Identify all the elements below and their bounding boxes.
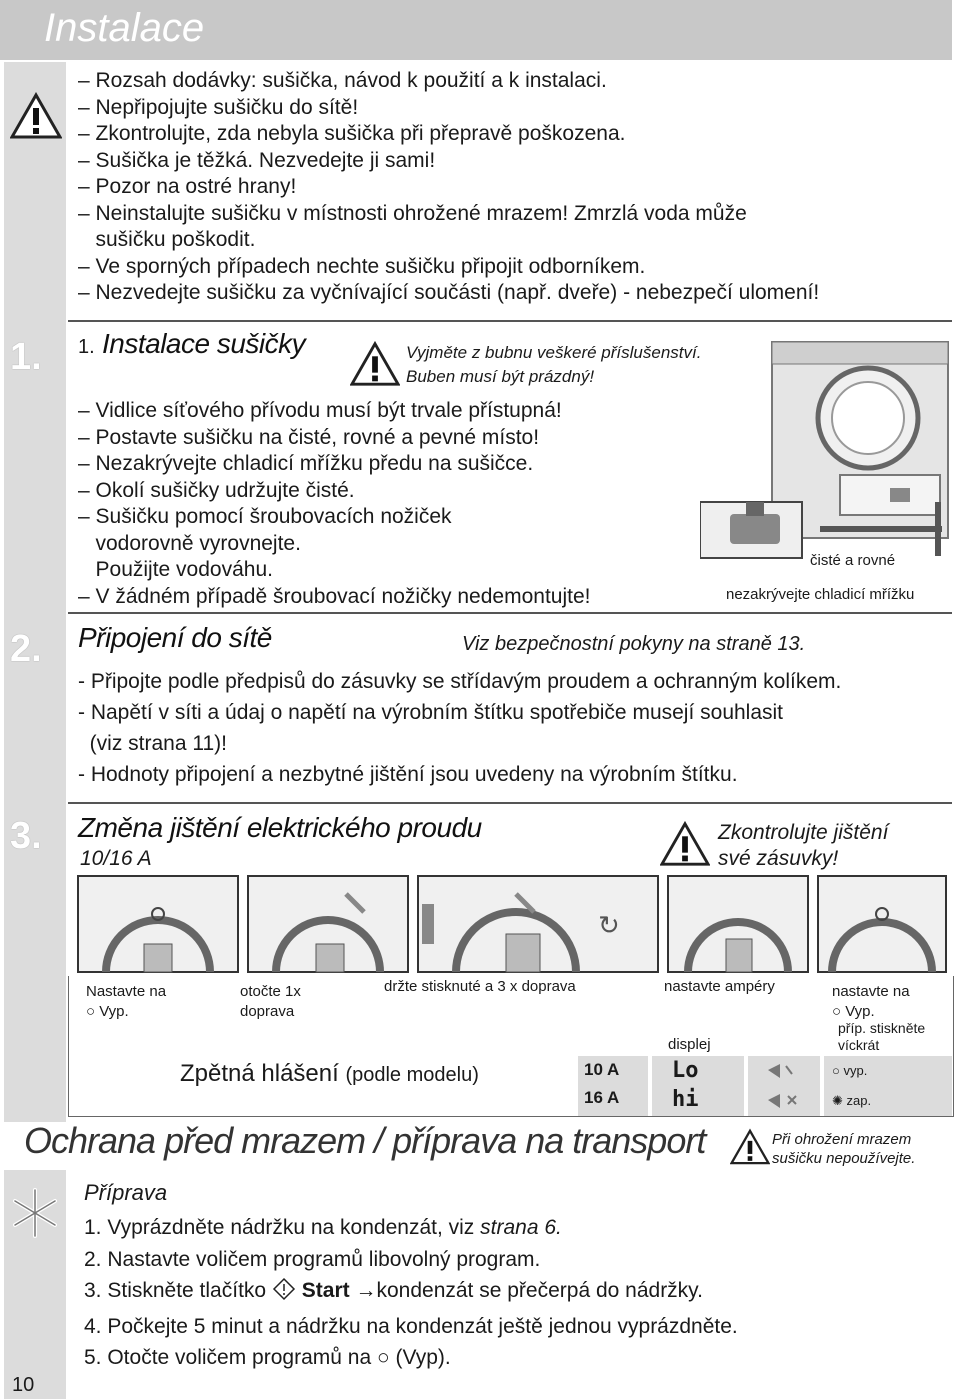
section-note: Viz bezpečnostní pokyny na straně 13. xyxy=(462,633,806,655)
snowflake-icon xyxy=(8,1186,62,1245)
step-caption: příp. stiskněte víckrát xyxy=(838,1020,926,1053)
list-text: kondenzát se přečerpá do nádržky. xyxy=(376,1279,703,1302)
list-item: (viz strana 11)! xyxy=(78,732,227,755)
warning-icon xyxy=(10,92,62,140)
intro-line: – Rozsah dodávky: sušička, návod k použití a k instalaci. xyxy=(78,69,607,92)
list-item: - Napětí v síti a údaj o napětí na výrobním štítku spotřebiče musejí souhlasit xyxy=(78,701,784,724)
section-prefix: 1. xyxy=(78,336,95,358)
section-divider xyxy=(68,320,952,322)
intro-line: – Nezvedejte sušičku za vyčnívající součásti (např. dveře) - nebezpečí ulomení! xyxy=(78,281,820,304)
intro-line: – Pozor na ostré hrany! xyxy=(78,175,297,198)
section-warning xyxy=(718,820,888,872)
status-text: vyp. xyxy=(843,1063,868,1078)
intro-list xyxy=(78,68,819,307)
section-divider xyxy=(68,612,952,614)
feedback-heading xyxy=(180,1060,479,1088)
status-row xyxy=(824,1086,952,1116)
frost-title: Ochrana před mrazem / příprava na transport xyxy=(24,1120,706,1161)
list-item: - Připojte podle předpisů do zásuvky se střídavým proudem a ochranným kolíkem. xyxy=(78,670,842,693)
section-title: Změna jištění elektrického proudu xyxy=(78,812,482,843)
list-text: (Vyp). xyxy=(395,1346,451,1369)
svg-text:↻: ↻ xyxy=(598,911,620,941)
list-text: 1. Vyprázdněte nádržku na kondenzát, viz xyxy=(84,1216,481,1239)
led-column xyxy=(748,1056,820,1116)
page-number: 10 xyxy=(12,1374,35,1396)
section2-list xyxy=(78,666,841,790)
prep-list xyxy=(84,1212,738,1374)
warning-icon xyxy=(730,1128,770,1166)
section-number: 2. xyxy=(10,628,42,670)
list-item xyxy=(84,1275,738,1311)
display-code: Lo xyxy=(672,1058,699,1083)
frost-warning xyxy=(772,1130,915,1168)
list-item: vodorovně vyrovnejte. xyxy=(78,531,301,555)
feedback-title: Zpětná hlášení xyxy=(180,1060,339,1087)
intro-line: – Sušička je těžká. Nezvedejte ji sami! xyxy=(78,148,436,172)
list-item: 4. Počkejte 5 minut a nádržku na kondenzát ještě jednou vyprázdněte. xyxy=(84,1314,738,1338)
list-text: Start xyxy=(301,1279,350,1302)
display-column xyxy=(652,1056,744,1116)
step-caption xyxy=(832,982,910,1022)
section-number: 1. xyxy=(10,336,42,378)
list-item: Použijte vodováhu. xyxy=(78,558,273,581)
feedback-subtitle: (podle modelu) xyxy=(345,1064,479,1086)
section-divider xyxy=(68,802,952,804)
prep-title: Příprava xyxy=(84,1180,168,1205)
status-text: zap. xyxy=(846,1093,872,1108)
off-symbol-icon: ○ xyxy=(376,1346,390,1369)
off-symbol-icon: ○ xyxy=(86,1003,96,1020)
status-row xyxy=(824,1056,952,1086)
list-text: 3. Stiskněte tlačítko xyxy=(84,1279,267,1302)
caption-grid: nezakrývejte chladicí mřížku xyxy=(726,586,915,603)
step-caption xyxy=(86,982,166,1022)
warning-line: Vyjměte z bubnu veškeré příslušenství. xyxy=(406,343,702,362)
warning-line: sušičku nepoužívejte. xyxy=(772,1150,916,1167)
step-caption: nastavte ampéry xyxy=(664,978,775,995)
step-caption-text: Vyp. xyxy=(99,1003,129,1020)
warning-line: své zásuvky! xyxy=(718,847,839,870)
list-item xyxy=(84,1212,738,1244)
list-item: - Hodnoty připojení a nezbytné jištění jsou uvedeny na výrobním štítku. xyxy=(78,763,738,786)
status-column xyxy=(824,1056,952,1116)
warning-icon xyxy=(350,340,400,388)
list-item: – Postavte sušičku na čisté, rovné a pevné místo! xyxy=(78,425,540,449)
intro-line: sušičku poškodit. xyxy=(78,228,256,251)
list-item: – Nezakrývejte chladicí mřížku předu na sušičce. xyxy=(78,452,534,475)
section-warning xyxy=(406,341,701,389)
section-title: Instalace sušičky xyxy=(102,328,306,359)
step-caption-text: Vyp. xyxy=(845,1003,875,1020)
section-number: 3. xyxy=(10,815,42,857)
list-item: – V žádném případě šroubovací nožičky nedemontujte! xyxy=(78,584,591,608)
section1-list xyxy=(78,398,590,610)
amp-value: 16 A xyxy=(584,1088,620,1107)
page-title: Instalace xyxy=(44,6,205,50)
caption-clean: čisté a rovné xyxy=(810,552,896,569)
amp-value: 10 A xyxy=(584,1060,620,1079)
step-caption: držte stisknuté a 3 x doprava xyxy=(384,978,576,995)
arrow-right-icon: → xyxy=(355,1279,377,1302)
display-label: displej xyxy=(668,1036,711,1053)
step-caption-text: Nastavte na xyxy=(86,983,167,1000)
warning-icon xyxy=(660,820,710,868)
intro-line: – Ve sporných případech nechte sušičku připojit odborníkem. xyxy=(78,254,646,278)
amp-column xyxy=(578,1056,648,1116)
step-panels xyxy=(76,874,948,974)
list-item xyxy=(84,1342,738,1374)
list-item: – Okolí sušičky udržujte čisté. xyxy=(78,478,355,502)
step-caption: otočte 1x doprava xyxy=(240,983,301,1020)
section-subtitle: 10/16 A xyxy=(80,847,152,870)
display-code: hi xyxy=(672,1087,699,1112)
intro-line: – Zkontrolujte, zda nebyla sušička při přepravě poškozena. xyxy=(78,122,626,145)
list-item: – Sušičku pomocí šroubovacích nožiček xyxy=(78,505,452,528)
led-on-icon: ✺ xyxy=(832,1093,843,1108)
intro-line: – Neinstalujte sušičku v místnosti ohrožené mrazem! Zmrzlá voda může xyxy=(78,201,747,225)
steps-frame xyxy=(68,976,954,1117)
start-diamond-icon xyxy=(272,1277,296,1311)
warning-line: Při ohrožení mrazem xyxy=(772,1131,912,1148)
intro-line: – Nepřipojujte sušičku do sítě! xyxy=(78,95,359,119)
list-item: 2. Nastavte voličem programů libovolný program. xyxy=(84,1247,541,1271)
warning-line: Buben musí být prázdný! xyxy=(406,367,595,386)
step-caption-text: nastavte na xyxy=(832,983,910,1000)
list-text: strana 6. xyxy=(480,1216,562,1239)
off-symbol-icon: ○ xyxy=(832,1003,842,1020)
warning-line: Zkontrolujte jištění xyxy=(718,821,889,844)
section-title: Připojení do sítě xyxy=(78,622,272,653)
list-item: – Vidlice síťového přívodu musí být trvale přístupná! xyxy=(78,399,562,422)
list-text: 5. Otočte voličem programů na xyxy=(84,1346,372,1369)
led-off-icon: ○ xyxy=(832,1063,840,1078)
